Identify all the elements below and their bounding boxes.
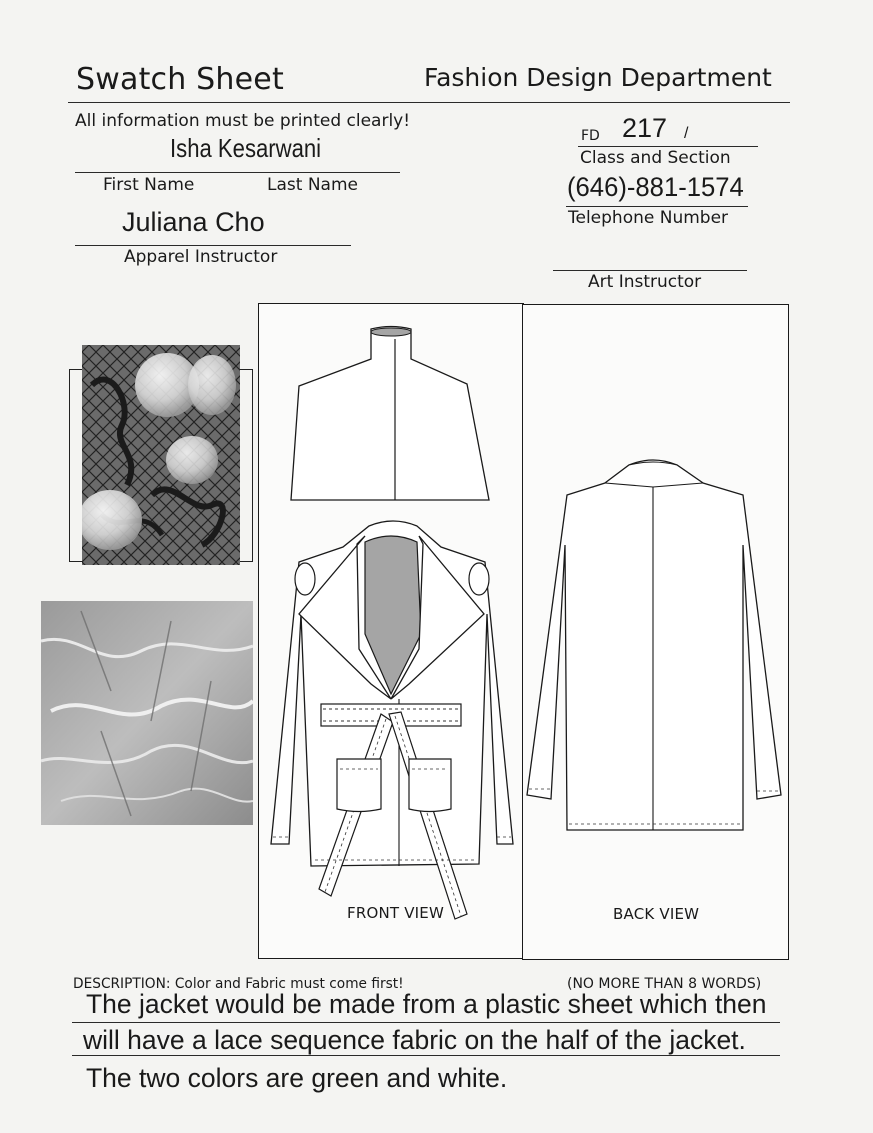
back-view-label: BACK VIEW bbox=[613, 905, 700, 923]
description-line-3: The two colors are green and white. bbox=[86, 1063, 508, 1093]
class-section-label: Class and Section bbox=[580, 148, 731, 168]
apparel-instructor-label: Apparel Instructor bbox=[124, 247, 278, 267]
plastic-sheet-swatch bbox=[41, 601, 253, 825]
front-view-jacket-flat bbox=[259, 304, 523, 958]
name-rule bbox=[75, 172, 400, 173]
description-line-2: will have a lace sequence fabric on the half of the jacket. bbox=[83, 1025, 746, 1055]
front-view-panel bbox=[258, 303, 524, 959]
sheet-title: Swatch Sheet bbox=[76, 62, 284, 97]
apparel-instructor-rule bbox=[75, 245, 351, 246]
art-instructor-rule bbox=[553, 270, 747, 271]
lace-sequin-swatch bbox=[82, 345, 240, 565]
fd-prefix: FD bbox=[581, 128, 600, 144]
apparel-instructor-name: Juliana Cho bbox=[122, 207, 265, 237]
department-name: Fashion Design Department bbox=[424, 63, 772, 92]
fd-slash: / bbox=[684, 125, 689, 142]
class-rule bbox=[578, 146, 758, 147]
first-name-label: First Name bbox=[103, 175, 195, 195]
word-limit-note: (NO MORE THAN 8 WORDS) bbox=[567, 976, 762, 992]
student-name: Isha Kesarwani bbox=[170, 133, 322, 163]
print-instruction: All information must be printed clearly! bbox=[75, 111, 411, 131]
telephone-number: (646)-881-1574 bbox=[567, 172, 744, 202]
last-name-label: Last Name bbox=[267, 175, 358, 195]
telephone-label: Telephone Number bbox=[568, 208, 729, 228]
art-instructor-label: Art Instructor bbox=[588, 272, 702, 292]
fd-number: 217 bbox=[622, 113, 668, 143]
description-label: DESCRIPTION: Color and Fabric must come first! bbox=[73, 976, 404, 992]
description-line-1: The jacket would be made from a plastic sheet which then bbox=[86, 989, 767, 1019]
header-rule bbox=[68, 102, 790, 103]
back-view-panel bbox=[522, 304, 789, 960]
phone-rule bbox=[566, 206, 748, 207]
back-view-jacket-flat bbox=[523, 305, 788, 959]
front-view-label: FRONT VIEW bbox=[347, 904, 445, 922]
